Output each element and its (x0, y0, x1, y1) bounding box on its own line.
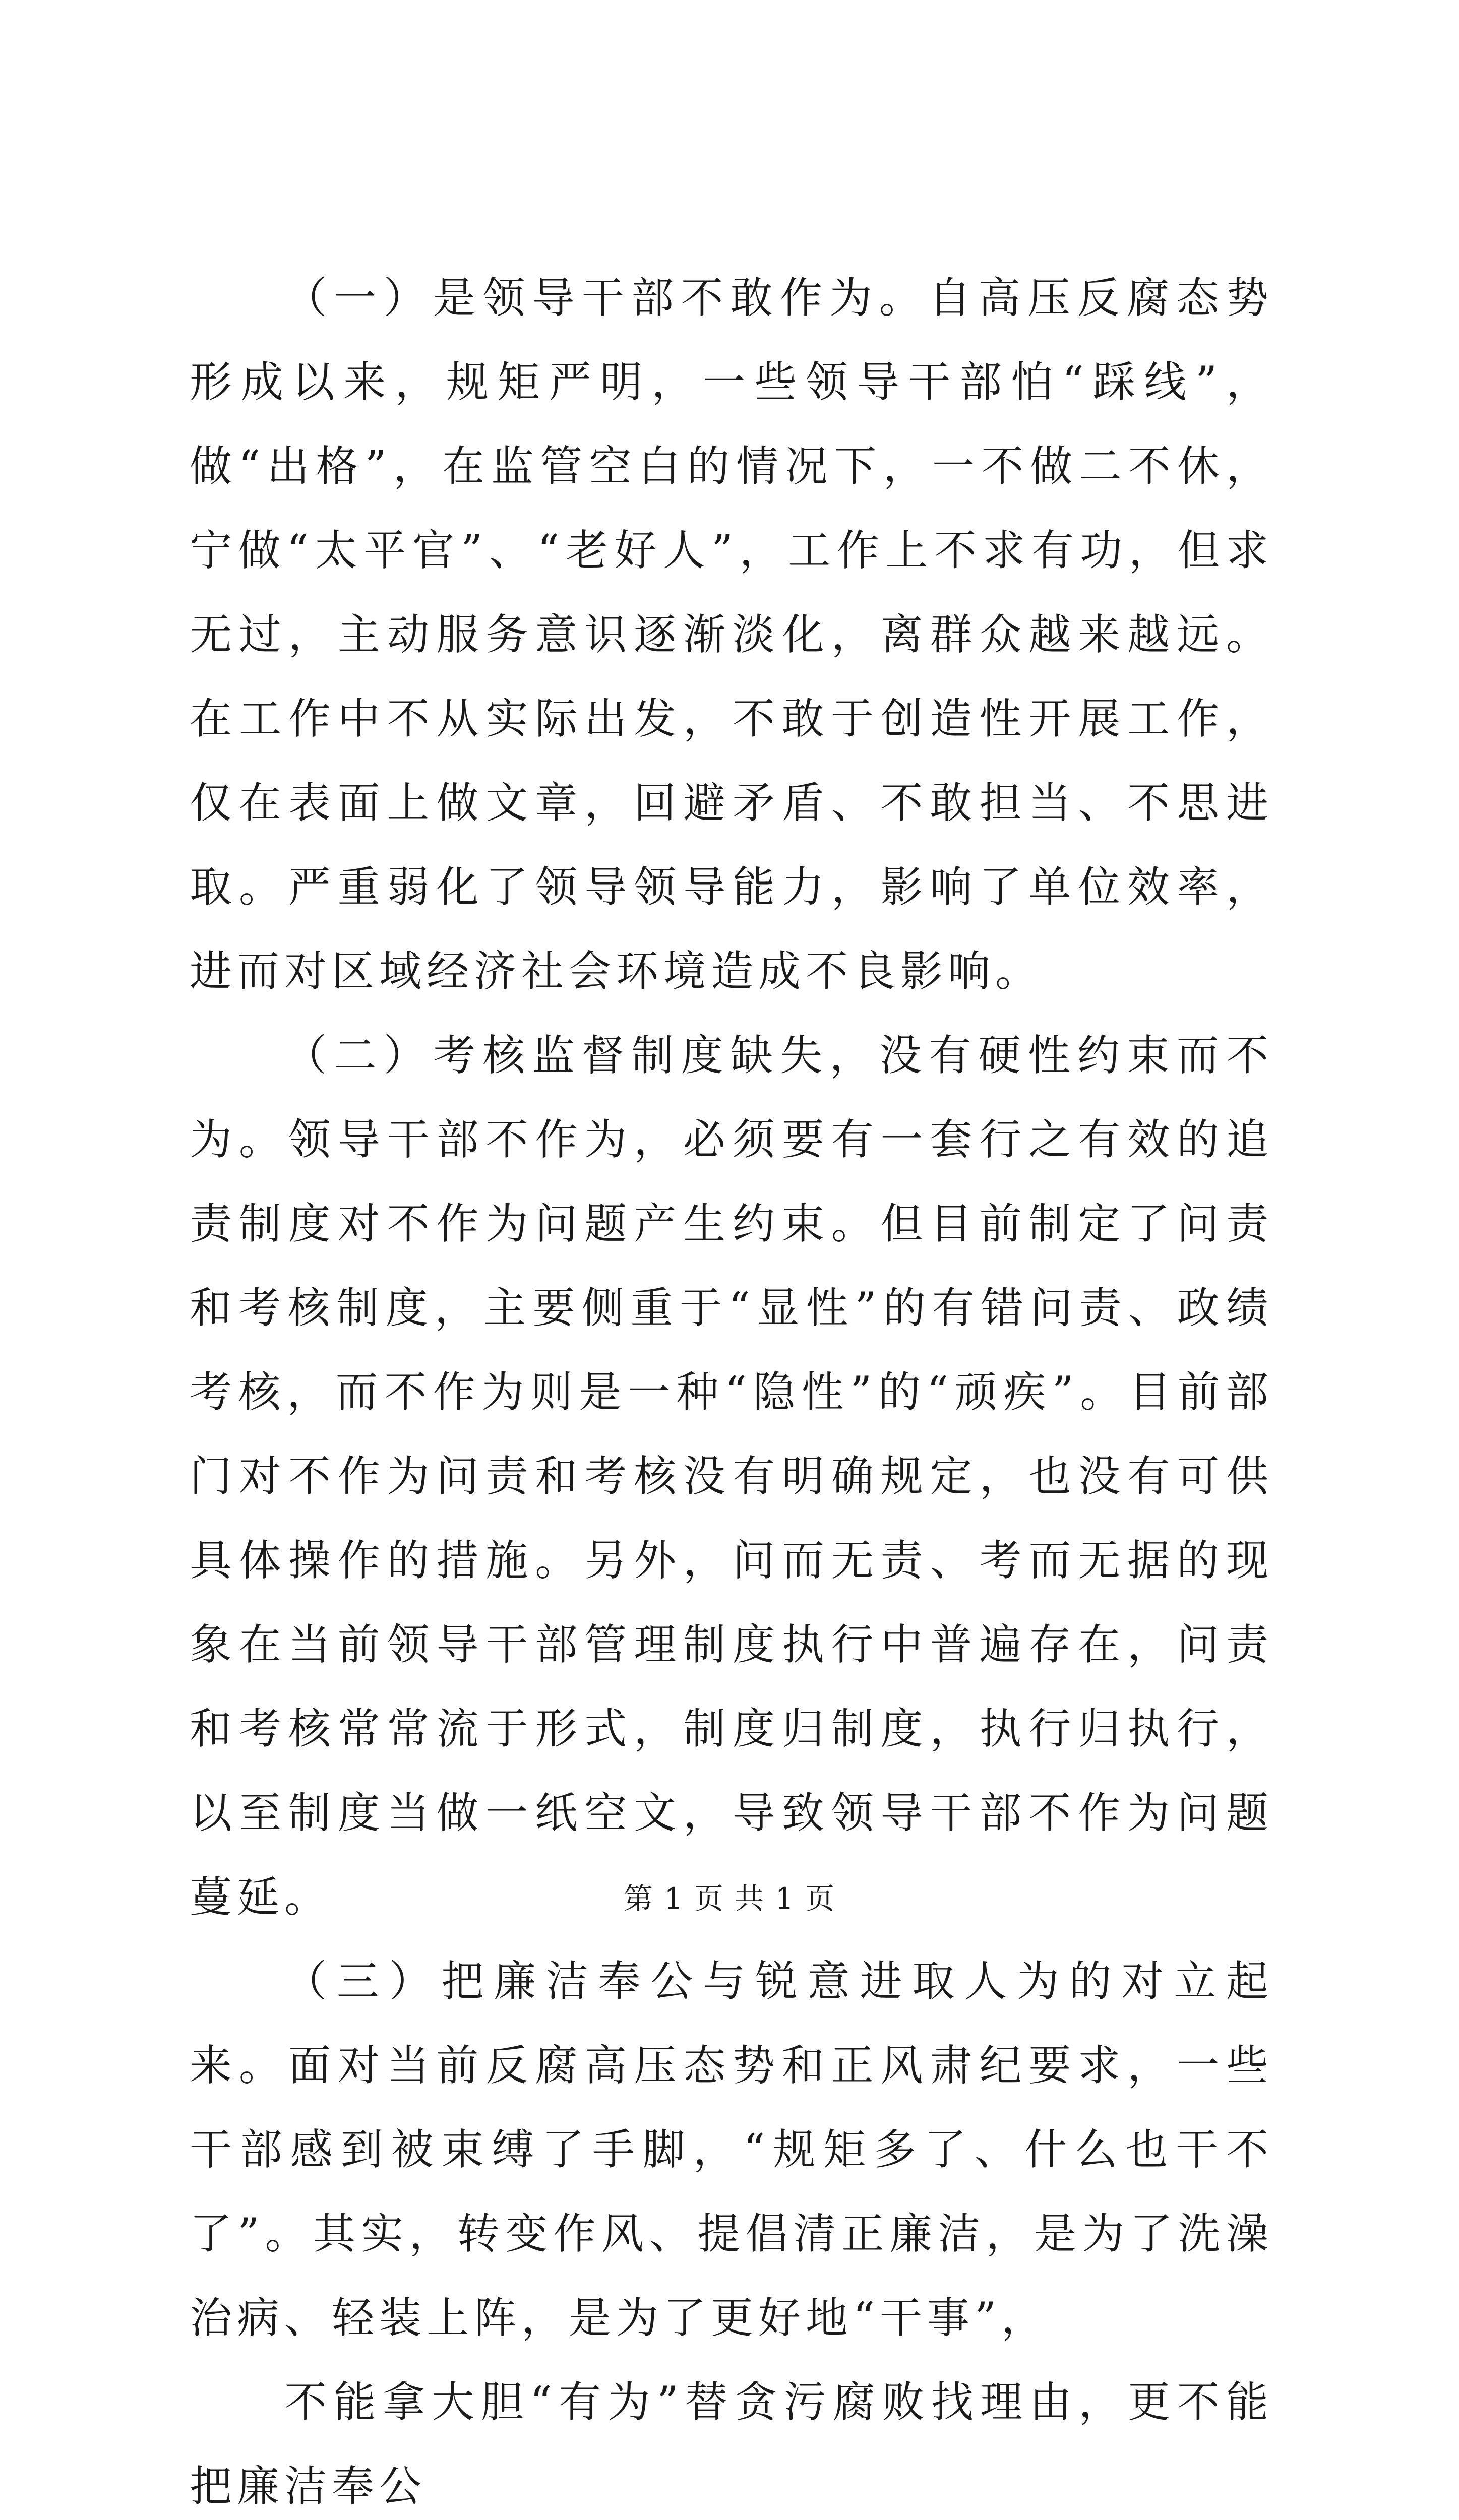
paragraph-1: （一）是领导干部不敢作为。自高压反腐态势形成以来，规矩严明，一些领导干部怕“踩线”，做“出格”，在监管空白的情况下，一不做二不休，宁做“太平官”、“老好人”，工作上不求有功，但求无过，主动服务意识逐渐淡化，离群众越来越远。在工作中不从实际出发，不敢于创造性开展工作，仅在表面上做文章，回避矛盾、不敢担当、不思进取。严重弱化了领导领导能力，影响了单位效率，进而对区域经济社会环境造成不良影响。 (190, 273, 1273, 996)
paragraph-2: （二）考核监督制度缺失，没有硬性约束而不为。领导干部不作为，必须要有一套行之有效的追责制度对不作为问题产生约束。但目前制定了问责和考核制度，主要侧重于“显性”的有错问责、政绩考核，而不作为则是一种“隐性”的“顽疾”。目前部门对不作为问责和考核没有明确规定，也没有可供具体操作的措施。另外，问而无责、考而无据的现象在当前领导干部管理制度执行中普遍存在，问责和考核常常流于形式，制度归制度，执行归执行，以至制度当做一纸空文，导致领导干部不作为问题蔓延。 (190, 1031, 1273, 1922)
page-footer: 第 1 页 共 1 页 (624, 1881, 835, 1916)
document-body (190, 256, 1273, 2520)
paragraph-3: （三）把廉洁奉公与锐意进取人为的对立起来。面对当前反腐高压态势和正风肃纪要求，一些干部感到被束缚了手脚，“规矩多了、什么也干不了”。其实，转变作风、提倡清正廉洁，是为了洗澡治病、轻装上阵，是为了更好地“干事”， (190, 1957, 1273, 2343)
paragraph-4: 不能拿大胆“有为”替贪污腐败找理由，更不能把廉洁奉公 (190, 2377, 1273, 2511)
